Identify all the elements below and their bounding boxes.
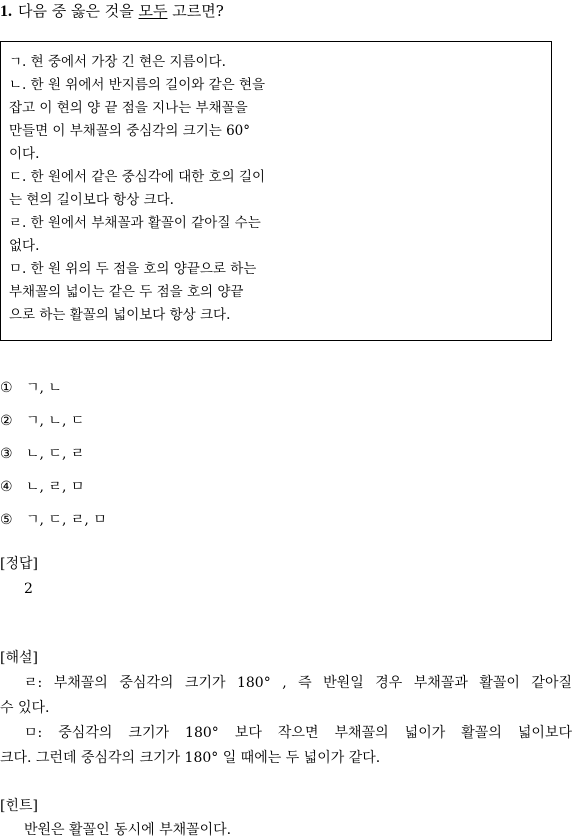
choice-mark: ⑤ [0,512,13,528]
explanation-label: [해설] [0,650,38,666]
statement-line: 으로 하는 활꼴의 넓이보다 항상 크다. [9,307,231,323]
question-number: 1. [0,3,12,20]
statement-line: 없다. [9,238,40,254]
choice-text: ㄱ, ㄴ [26,380,62,396]
choice-text: ㄴ, ㄷ, ㄹ [26,446,85,462]
choice-mark: ③ [0,446,13,462]
choice-mark: ④ [0,479,13,495]
choice-4[interactable] [0,477,84,497]
choice-text: ㄴ, ㄹ, ㅁ [26,479,85,495]
question-text-underlined: 모두 [138,2,168,20]
choice-5[interactable] [0,510,107,530]
choice-2[interactable] [0,411,84,431]
statement-line: 는 현의 길이보다 항상 크다. [9,192,174,208]
hint-label: [힌트] [0,798,38,814]
answer-value: 2 [24,581,33,597]
choice-text: ㄱ, ㄷ, ㄹ, ㅁ [26,512,107,528]
statement-line: ㄹ. 한 원에서 부채꼴과 활꼴이 같아질 수는 [9,215,261,231]
statement-line: 이다. [9,146,40,162]
question-text-after: 고르면? [167,2,224,20]
answer-label: [정답] [0,556,38,572]
choice-3[interactable] [0,444,84,464]
explanation-line: ㄹ: 부채꼴의 중심각의 크기가 180° , 즉 반원일 경우 부채꼴과 활꼴이 같아질 [24,675,572,691]
statement-line: 만들면 이 부채꼴의 중심각의 크기는 60° [9,123,250,139]
explanation-line: ㅁ: 중심각의 크기가 180° 보다 작으면 부채꼴의 넓이가 활꼴의 넓이보다 [24,725,572,741]
statement-line: ㄱ. 현 중에서 가장 긴 현은 지름이다. [9,54,226,70]
statements-box [0,41,552,341]
hint-text: 반원은 활꼴인 동시에 부채꼴이다. [24,822,232,838]
statement-line: ㄴ. 한 원 위에서 반지름의 길이와 같은 현을 [9,77,266,93]
statement-line: 부채꼴의 넓이는 같은 두 점을 호의 양끝 [9,284,244,300]
statement-line: ㄷ. 한 원에서 같은 중심각에 대한 호의 길이 [9,169,266,185]
choice-mark: ② [0,413,13,429]
statement-line: 잡고 이 현의 양 끝 점을 지나는 부채꼴을 [9,100,248,116]
choice-1[interactable] [0,378,62,398]
explanation-line: 수 있다. [0,700,50,716]
statement-line: ㅁ. 한 원 위의 두 점을 호의 양끝으로 하는 [9,261,257,277]
question-title [0,0,224,23]
question-text-before: 다음 중 옳은 것을 [18,2,139,20]
explanation-line: 크다. 그런데 중심각의 크기가 180° 일 때에는 두 넓이가 같다. [0,750,381,766]
choice-text: ㄱ, ㄴ, ㄷ [26,413,85,429]
choice-mark: ① [0,380,13,396]
